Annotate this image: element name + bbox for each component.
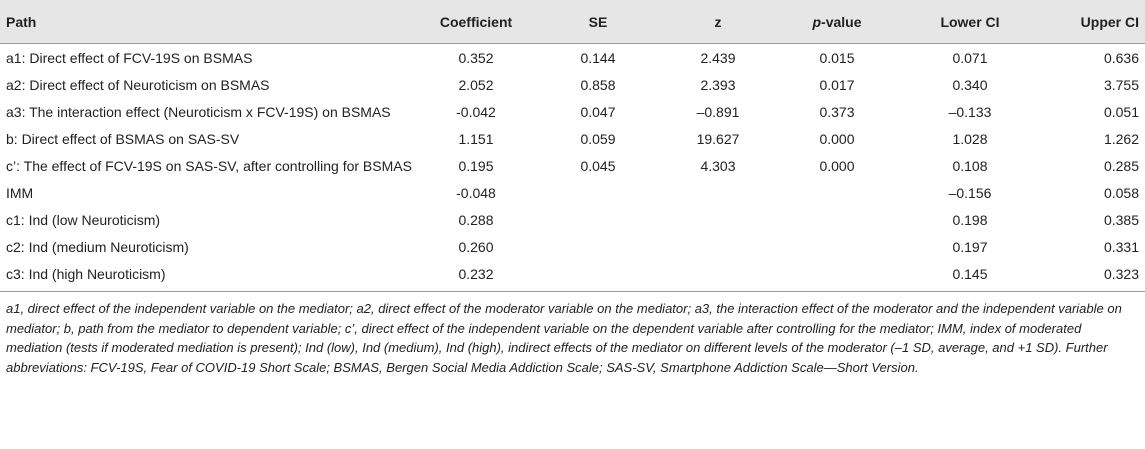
- cell-path: a2: Direct effect of Neuroticism on BSMAS: [6, 77, 270, 93]
- cell-upper-ci: 0.058: [1103, 185, 1139, 201]
- cell-se: [532, 206, 664, 233]
- table-row: [0, 44, 1145, 72]
- cell-upper-ci: 1.262: [1103, 131, 1139, 147]
- cell-lower-ci: 0.197: [952, 239, 988, 255]
- cell-coefficient: 0.352: [458, 50, 494, 66]
- cell-p-value: [772, 206, 902, 233]
- header-p-suffix: -value: [821, 13, 862, 30]
- table-row: [0, 179, 1145, 206]
- header-se: SE: [532, 0, 664, 44]
- cell-se: [532, 179, 664, 206]
- cell-upper-ci: 0.323: [1038, 260, 1145, 292]
- cell-z: –0.891: [696, 104, 740, 120]
- cell-lower-ci: 0.145: [902, 260, 1038, 292]
- cell-z: 2.393: [700, 77, 736, 93]
- cell-coefficient: 0.195: [458, 158, 494, 174]
- table-row: [0, 71, 1145, 98]
- cell-path: c2: Ind (medium Neuroticism): [6, 239, 189, 255]
- cell-lower-ci: –0.156: [948, 185, 992, 201]
- cell-z: 4.303: [700, 158, 736, 174]
- cell-path: a1: Direct effect of FCV-19S on BSMAS: [6, 50, 253, 66]
- table-header: [0, 0, 1145, 44]
- cell-p-value: 0.373: [819, 104, 855, 120]
- cell-coefficient: 0.288: [458, 212, 494, 228]
- cell-p-value: [772, 233, 902, 260]
- cell-p-value: 0.015: [819, 50, 855, 66]
- cell-coefficient: 2.052: [458, 77, 494, 93]
- cell-p-value: 0.000: [819, 158, 855, 174]
- table-row: [0, 98, 1145, 125]
- cell-path: IMM: [6, 185, 34, 201]
- header-p-italic: p: [812, 13, 822, 30]
- cell-z: 2.439: [700, 50, 736, 66]
- cell-upper-ci: 0.636: [1103, 50, 1139, 66]
- table-row: [0, 260, 1145, 292]
- cell-p-value: 0.017: [819, 77, 855, 93]
- table-row: [0, 152, 1145, 179]
- cell-p-value: [772, 179, 902, 206]
- cell-se: 0.858: [580, 77, 616, 93]
- table-row: [0, 233, 1145, 260]
- table-footnote: a1, direct effect of the independent variable on the mediator; a2, direct effect of the moderator variable on the mediator; a3, the interaction effect of the moderator and the independent variable on mediator; b, path from the mediator to dependent variable; c’, direct effect of the independent variable on the dependent variable after controlling for the mediator; IMM, index of moderated mediation (tests if moderated mediation is present); Ind (low), Ind (medium), Ind (high), indirect effects of the mediator on different levels of the moderator (–1 SD, average, and +1 SD). Further abbreviations: FCV-19S, Fear of COVID-19 Short Scale; BSMAS, Bergen Social Media Addiction Scale; SAS-SV, Smartphone Addiction Scale—Short Version.: [6, 301, 1122, 375]
- cell-p-value: 0.000: [819, 131, 855, 147]
- cell-path: c3: Ind (high Neuroticism): [0, 260, 420, 292]
- table-row: [0, 125, 1145, 152]
- cell-se: 0.059: [580, 131, 616, 147]
- cell-se: 0.144: [580, 50, 616, 66]
- cell-lower-ci: 1.028: [952, 131, 988, 147]
- cell-upper-ci: 0.285: [1103, 158, 1139, 174]
- table-body: [0, 44, 1145, 292]
- cell-z: 19.627: [696, 131, 740, 147]
- cell-z: [664, 233, 772, 260]
- cell-lower-ci: 0.198: [952, 212, 988, 228]
- cell-coefficient: 1.151: [458, 131, 494, 147]
- cell-lower-ci: –0.133: [948, 104, 992, 120]
- cell-lower-ci: 0.340: [952, 77, 988, 93]
- table-row: [0, 206, 1145, 233]
- cell-upper-ci: 0.385: [1103, 212, 1139, 228]
- cell-p-value: [772, 260, 902, 292]
- cell-se: [532, 260, 664, 292]
- cell-lower-ci: 0.108: [952, 158, 988, 174]
- cell-se: 0.045: [580, 158, 616, 174]
- cell-path: a3: The interaction effect (Neuroticism x FCV-19S) on BSMAS: [6, 104, 391, 120]
- cell-upper-ci: 0.331: [1103, 239, 1139, 255]
- cell-path: c’: The effect of FCV-19S on SAS-SV, after controlling for BSMAS: [6, 158, 412, 174]
- cell-path: c1: Ind (low Neuroticism): [6, 212, 161, 228]
- cell-se: 0.047: [580, 104, 616, 120]
- cell-upper-ci: 3.755: [1103, 77, 1139, 93]
- cell-coefficient: -0.048: [456, 185, 496, 201]
- header-coefficient: Coefficient: [420, 0, 532, 44]
- header-p-value: [772, 0, 902, 44]
- cell-se: [532, 233, 664, 260]
- header-z: z: [664, 0, 772, 44]
- cell-z: [664, 206, 772, 233]
- header-path: Path: [0, 0, 420, 44]
- cell-z: [664, 260, 772, 292]
- header-lower-ci: Lower CI: [902, 0, 1038, 44]
- header-upper-ci: Upper CI: [1038, 0, 1145, 44]
- cell-z: [664, 179, 772, 206]
- cell-path: b: Direct effect of BSMAS on SAS-SV: [6, 131, 240, 147]
- cell-upper-ci: 0.051: [1103, 104, 1139, 120]
- cell-coefficient: 0.232: [420, 260, 532, 292]
- cell-coefficient: 0.260: [458, 239, 494, 255]
- cell-coefficient: -0.042: [456, 104, 496, 120]
- cell-lower-ci: 0.071: [952, 50, 988, 66]
